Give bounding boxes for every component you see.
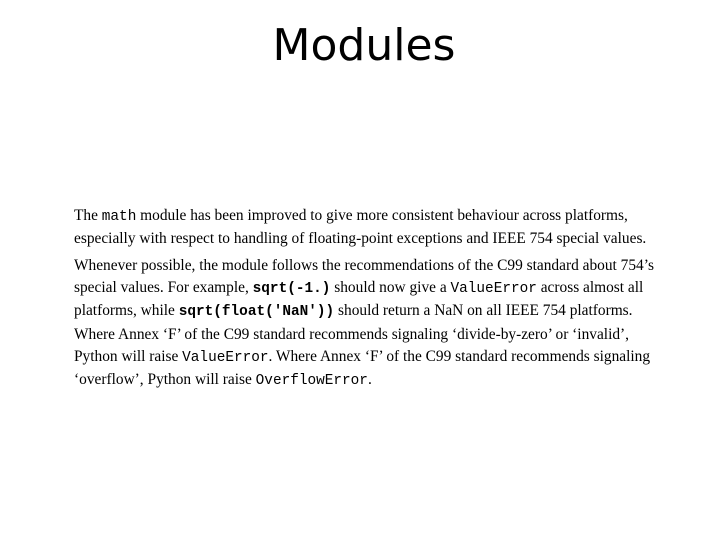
slide-body (74, 205, 664, 397)
text-segment: should return a NaN on all IEEE 754 platforms. Where Annex ‘F’ of the C99 standard recommends signaling ‘divide-by-zero’ or ‘invalid’, Python will raise (74, 302, 633, 365)
text-segment: should now give a (330, 279, 451, 297)
text-segment: . Where Annex ‘F’ of the C99 standard recommends signaling ‘overflow’, Python will raise (74, 347, 651, 388)
code-valueerror: ValueError (450, 281, 537, 298)
slide-title: Modules (272, 20, 456, 71)
text-segment: The (74, 207, 102, 224)
text-segment: across almost all platforms, while (74, 279, 644, 320)
paragraph-c99-recommendations (74, 255, 664, 392)
code-math: math (101, 209, 137, 225)
code-sqrt-nan: sqrt(float('NaN')) (178, 304, 335, 321)
text-segment: Whenever possible, the module follows the recommendations of the C99 standard about 754’s special values. For example, (74, 256, 655, 297)
code-sqrt-neg: sqrt(-1.) (252, 281, 331, 298)
text-segment: . (367, 370, 372, 388)
text-segment: module has been improved to give more consistent behaviour across platforms, especially with respect to handling of floating-point exceptions and IEEE 754 special values. (74, 207, 647, 248)
paragraph-math-module (74, 205, 664, 250)
code-valueerror: ValueError (182, 349, 269, 366)
code-overflowerror: OverflowError (255, 372, 368, 389)
